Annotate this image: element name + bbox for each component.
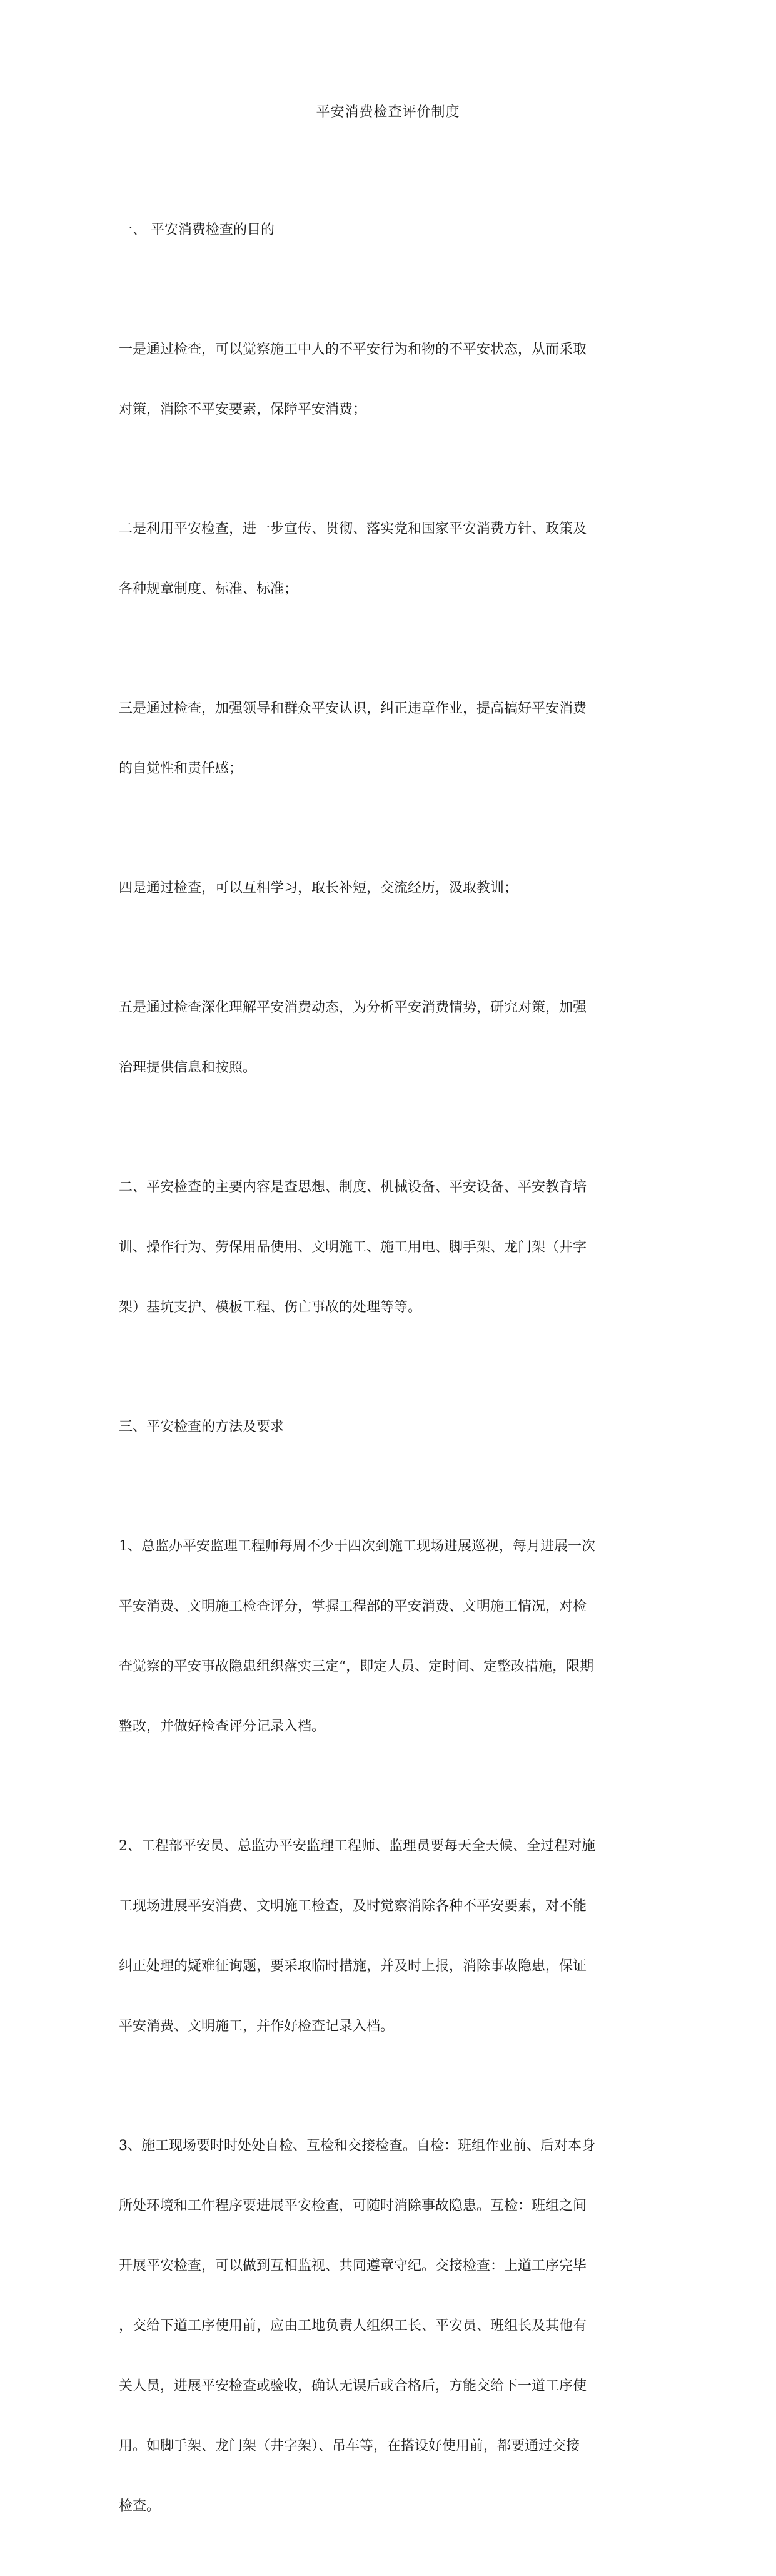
text-line: 纠正处理的疑难征询题，要采取临时措施，并及时上报，消除事故隐患，保证 — [119, 1958, 587, 1974]
paragraph — [119, 659, 657, 819]
text-line: 三、平安检查的方法及要求 — [119, 1419, 285, 1435]
text-line: 用。如脚手架、龙门架（井字架）、吊车等，在搭设好使用前，都要通过交接 — [119, 2438, 580, 2454]
text-line: 平安消费、文明施工检查评分，掌握工程部的平安消费、文明施工情况，对检 — [119, 1599, 587, 1614]
text-line: 查觉察的平安事故隐患组织落实三定“，即定人员、定时间、定整改措施，限期 — [119, 1659, 594, 1674]
text-line: 2、工程部平安员、总监办平安监理工程师、监理员要每天全天候、全过程对施 — [119, 1838, 595, 1854]
text-line: 四是通过检查，可以互相学习，取长补短，交流经历，汲取教训； — [119, 880, 518, 896]
text-line: 工现场进展平安消费、文明施工检查，及时觉察消除各种不平安要素，对不能 — [119, 1898, 587, 1914]
text-line: 对策，消除不平安要素，保障平安消费； — [119, 402, 367, 417]
paragraph — [119, 1497, 657, 1777]
text-line: 检查。 — [119, 2498, 161, 2514]
text-line: 训、操作行为、劳保用品使用、文明施工、施工用电、脚手架、龙门架（井字 — [119, 1240, 587, 1255]
paragraph — [119, 1796, 657, 2077]
text-line: 一、 平安消费检查的目的 — [119, 222, 275, 238]
text-line: 五是通过检查深化理解平安消费动态，为分析平安消费情势，研究对策，加强 — [119, 1000, 587, 1016]
text-line: 架）基坑支护、模板工程、伤亡事故的处理等等。 — [119, 1300, 422, 1315]
text-line: 开展平安检查，可以做到互相监视、共同遵章守纪。交接检查：上道工序完毕 — [119, 2258, 587, 2274]
paragraph — [119, 180, 657, 280]
text-line: 二是利用平安检查，进一步宣传、贯彻、落实党和国家平安消费方针、政策及 — [119, 521, 587, 537]
text-line: 平安消费、文明施工，并作好检查记录入档。 — [119, 2019, 395, 2034]
paragraph — [119, 838, 657, 939]
text-line: 三是通过检查，加强领导和群众平安认识，纠正违章作业，提高搞好平安消费 — [119, 701, 587, 716]
paragraph — [119, 479, 657, 639]
paragraph — [119, 1377, 657, 1477]
document-body — [119, 180, 657, 2576]
text-line: 各种规章制度、标准、标准； — [119, 581, 298, 597]
paragraph — [119, 1138, 657, 1358]
text-line: 治理提供信息和按照。 — [119, 1060, 257, 1076]
paragraph — [119, 300, 657, 460]
paragraph — [119, 2096, 657, 2557]
paragraph — [119, 958, 657, 1118]
text-line: 关人员，进展平安检查或验收，确认无误后或合格后，方能交给下一道工序使 — [119, 2378, 587, 2394]
text-line: ，交给下道工序使用前，应由工地负责人组织工长、平安员、班组长及其他有 — [119, 2318, 587, 2334]
text-line: 所处环境和工作程序要进展平安检查，可随时消除事故隐患。互检：班组之间 — [119, 2198, 587, 2214]
document-title: 平安消费检查评价制度 — [316, 104, 460, 120]
text-line: 1、总监办平安监理工程师每周不少于四次到施工现场进展巡视，每月进展一次 — [119, 1539, 595, 1554]
text-line: 二、平安检查的主要内容是查思想、制度、机械设备、平安设备、平安教育培 — [119, 1179, 587, 1195]
text-line: 3、施工现场要时时处处自检、互检和交接检查。自检：班组作业前、后对本身 — [119, 2138, 595, 2154]
text-line: 一是通过检查，可以觉察施工中人的不平安行为和物的不平安状态，从而采取 — [119, 342, 587, 357]
text-line: 整改，并做好检查评分记录入档。 — [119, 1719, 326, 1734]
text-line: 的自觉性和责任感； — [119, 761, 243, 776]
